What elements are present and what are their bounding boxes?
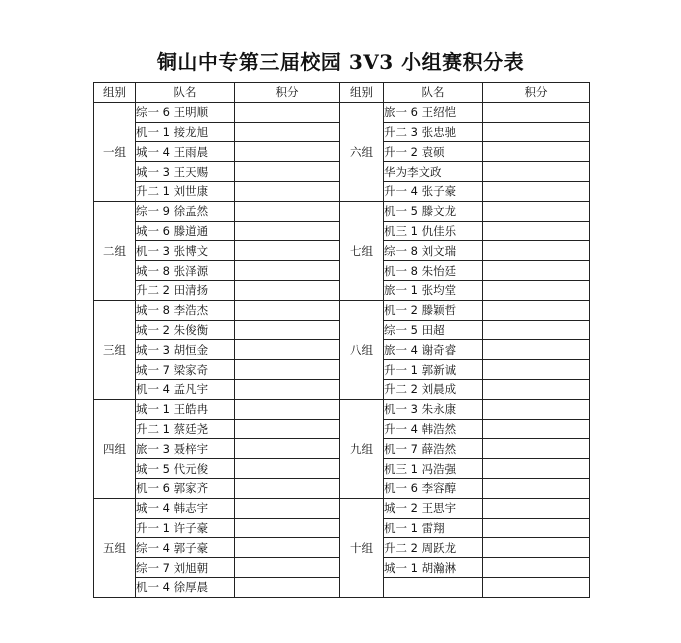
team-name: 机一 5 滕文龙	[384, 201, 483, 221]
header-group: 组别	[94, 83, 136, 103]
score-cell[interactable]	[483, 142, 590, 162]
score-cell[interactable]	[235, 538, 340, 558]
header-team: 队名	[384, 83, 483, 103]
team-name: 城一 5 代元俊	[136, 459, 235, 479]
score-cell[interactable]	[235, 478, 340, 498]
team-name: 机一 3 张博文	[136, 241, 235, 261]
group-name: 五组	[94, 498, 136, 597]
score-cell[interactable]	[235, 360, 340, 380]
team-name: 升二 1 刘世康	[136, 181, 235, 201]
score-cell[interactable]	[235, 577, 340, 597]
group-name: 一组	[94, 102, 136, 201]
score-cell[interactable]	[483, 478, 590, 498]
team-name: 升一 2 袁硕	[384, 142, 483, 162]
team-name: 机三 1 冯浩强	[384, 459, 483, 479]
team-name	[384, 577, 483, 597]
team-name: 升一 1 郭新诚	[384, 360, 483, 380]
team-name: 城一 6 滕道通	[136, 221, 235, 241]
score-cell[interactable]	[235, 241, 340, 261]
team-name: 升二 2 周跃龙	[384, 538, 483, 558]
score-cell[interactable]	[235, 439, 340, 459]
score-cell[interactable]	[483, 261, 590, 281]
score-cell[interactable]	[235, 518, 340, 538]
score-cell[interactable]	[483, 162, 590, 182]
header-score: 积分	[235, 83, 340, 103]
group-name: 三组	[94, 300, 136, 399]
team-name: 城一 2 王思宇	[384, 498, 483, 518]
team-name: 机一 2 滕颖哲	[384, 300, 483, 320]
score-cell[interactable]	[235, 142, 340, 162]
score-cell[interactable]	[235, 102, 340, 122]
score-cell[interactable]	[483, 300, 590, 320]
group-name: 九组	[340, 399, 384, 498]
score-cell[interactable]	[483, 558, 590, 578]
team-name: 城一 2 朱俊衡	[136, 320, 235, 340]
header-row	[94, 83, 590, 103]
score-cell[interactable]	[235, 558, 340, 578]
table-body	[94, 102, 590, 597]
team-name: 旅一 1 张均堂	[384, 280, 483, 300]
score-cell[interactable]	[483, 102, 590, 122]
team-name: 城一 4 韩志宇	[136, 498, 235, 518]
team-name: 城一 8 李浩杰	[136, 300, 235, 320]
score-cell[interactable]	[483, 419, 590, 439]
score-cell[interactable]	[235, 399, 340, 419]
team-name: 旅一 6 王绍恺	[384, 102, 483, 122]
score-cell[interactable]	[235, 280, 340, 300]
team-name: 综一 6 王明顺	[136, 102, 235, 122]
group-name: 六组	[340, 102, 384, 201]
team-name: 升二 2 刘晨成	[384, 379, 483, 399]
team-name: 机一 3 朱永康	[384, 399, 483, 419]
table-row	[94, 102, 590, 122]
team-name: 旅一 3 聂梓宇	[136, 439, 235, 459]
score-cell[interactable]	[235, 201, 340, 221]
header-team: 队名	[136, 83, 235, 103]
score-cell[interactable]	[235, 122, 340, 142]
score-cell[interactable]	[235, 498, 340, 518]
group-name: 七组	[340, 201, 384, 300]
score-cell[interactable]	[235, 181, 340, 201]
score-cell[interactable]	[483, 379, 590, 399]
team-name: 机一 8 朱怡廷	[384, 261, 483, 281]
team-name: 升一 1 许子豪	[136, 518, 235, 538]
score-cell[interactable]	[235, 419, 340, 439]
table-row	[94, 201, 590, 221]
score-cell[interactable]	[483, 538, 590, 558]
group-name: 十组	[340, 498, 384, 597]
score-cell[interactable]	[483, 320, 590, 340]
score-cell[interactable]	[483, 181, 590, 201]
team-name: 华为李文政	[384, 162, 483, 182]
team-name: 机一 1 雷翔	[384, 518, 483, 538]
header-score: 积分	[483, 83, 590, 103]
team-name: 机一 4 徐厚晨	[136, 577, 235, 597]
score-cell[interactable]	[235, 379, 340, 399]
score-cell[interactable]	[235, 221, 340, 241]
team-name: 升二 1 蔡廷尧	[136, 419, 235, 439]
table-row	[94, 300, 590, 320]
score-cell[interactable]	[483, 360, 590, 380]
group-name: 二组	[94, 201, 136, 300]
table-row	[94, 498, 590, 518]
team-name: 升二 3 张忠驰	[384, 122, 483, 142]
team-name: 升一 4 张子豪	[384, 181, 483, 201]
score-cell[interactable]	[483, 459, 590, 479]
group-name: 八组	[340, 300, 384, 399]
team-name: 城一 1 王皓冉	[136, 399, 235, 419]
table-row	[94, 399, 590, 419]
team-name: 机一 6 李容醇	[384, 478, 483, 498]
score-cell[interactable]	[483, 340, 590, 360]
team-name: 旅一 4 谢奇睿	[384, 340, 483, 360]
team-name: 机一 7 薛浩然	[384, 439, 483, 459]
score-cell[interactable]	[483, 241, 590, 261]
score-cell[interactable]	[235, 320, 340, 340]
team-name: 综一 8 刘文瑞	[384, 241, 483, 261]
score-cell[interactable]	[483, 122, 590, 142]
page-title: 铜山中专第三届校园 3V3 小组赛积分表	[156, 50, 525, 74]
team-name: 机三 1 仇佳乐	[384, 221, 483, 241]
score-cell[interactable]	[483, 399, 590, 419]
score-cell[interactable]	[483, 439, 590, 459]
team-name: 综一 4 郭子豪	[136, 538, 235, 558]
team-name: 升二 2 田清扬	[136, 280, 235, 300]
score-table	[93, 82, 590, 598]
team-name: 综一 9 徐孟然	[136, 201, 235, 221]
score-cell[interactable]	[483, 201, 590, 221]
score-cell[interactable]	[483, 498, 590, 518]
group-name: 四组	[94, 399, 136, 498]
team-name: 城一 3 胡恒金	[136, 340, 235, 360]
score-cell[interactable]	[235, 300, 340, 320]
team-name: 升一 4 韩浩然	[384, 419, 483, 439]
team-name: 机一 4 孟凡宇	[136, 379, 235, 399]
header-group: 组别	[340, 83, 384, 103]
team-name: 城一 1 胡瀚淋	[384, 558, 483, 578]
team-name: 机一 6 郭家齐	[136, 478, 235, 498]
score-cell[interactable]	[483, 518, 590, 538]
team-name: 城一 7 梁家奇	[136, 360, 235, 380]
team-name: 机一 1 接龙旭	[136, 122, 235, 142]
team-name: 城一 4 王雨晨	[136, 142, 235, 162]
score-cell[interactable]	[235, 459, 340, 479]
score-cell[interactable]	[235, 261, 340, 281]
team-name: 城一 3 王天赐	[136, 162, 235, 182]
score-cell[interactable]	[483, 280, 590, 300]
team-name: 城一 8 张泽源	[136, 261, 235, 281]
score-cell[interactable]	[483, 577, 590, 597]
score-cell[interactable]	[483, 221, 590, 241]
score-cell[interactable]	[235, 340, 340, 360]
team-name: 综一 5 田超	[384, 320, 483, 340]
team-name: 综一 7 刘旭朝	[136, 558, 235, 578]
score-cell[interactable]	[235, 162, 340, 182]
